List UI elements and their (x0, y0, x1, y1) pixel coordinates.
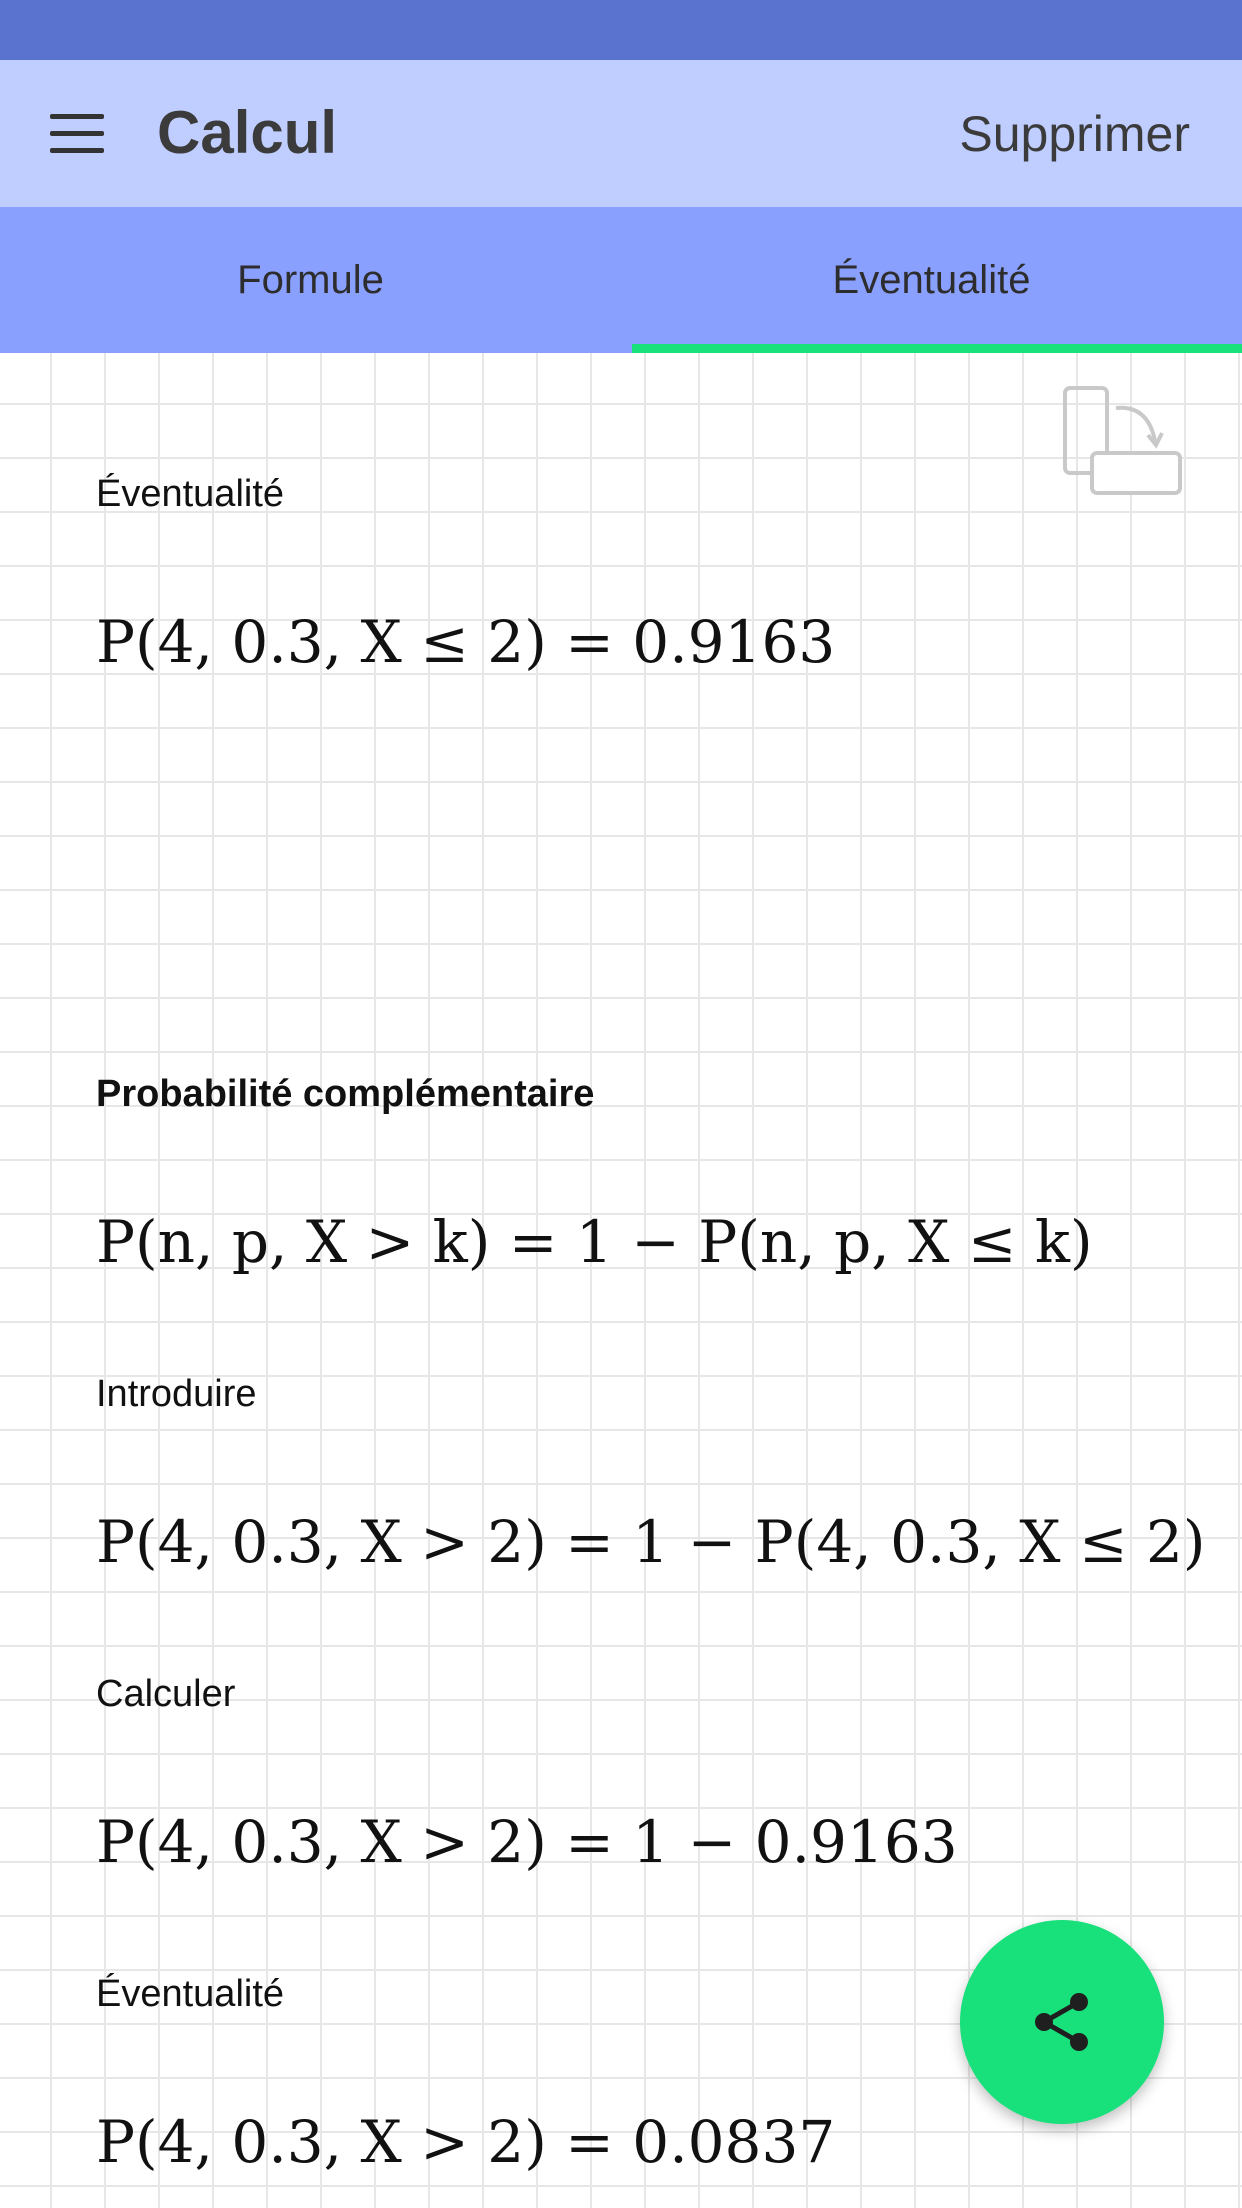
page-title: Calcul (157, 99, 338, 166)
tab-indicator (632, 344, 1242, 353)
calculate-label: Calculer (96, 1673, 236, 1715)
tab-eventualite[interactable]: Éventualité (832, 258, 1031, 302)
complement-formula: P(n, p, X > k) = 1 − P(n, p, X ≤ k) (96, 1208, 1093, 1276)
introduce-formula: P(4, 0.3, X > 2) = 1 − P(4, 0.3, X ≤ 2) (96, 1508, 1206, 1576)
status-bar (0, 0, 1242, 60)
share-icon (1029, 1989, 1095, 2055)
final-label: Éventualité (96, 1973, 285, 2015)
complement-heading: Probabilité complémentaire (96, 1073, 595, 1115)
tab-formule[interactable]: Formule (237, 258, 384, 302)
tab-bar (0, 207, 1242, 353)
introduce-label: Introduire (96, 1373, 257, 1415)
share-button[interactable] (960, 1920, 1164, 2124)
result-label: Éventualité (96, 473, 285, 515)
app-bar (0, 60, 1242, 207)
delete-button[interactable]: Supprimer (959, 106, 1190, 162)
result-formula: P(4, 0.3, X ≤ 2) = 0.9163 (96, 608, 836, 676)
screen-rotation-icon[interactable] (1060, 383, 1185, 498)
menu-icon[interactable] (50, 114, 106, 154)
calculate-formula: P(4, 0.3, X > 2) = 1 − 0.9163 (96, 1808, 958, 1876)
final-formula: P(4, 0.3, X > 2) = 0.0837 (96, 2108, 836, 2176)
